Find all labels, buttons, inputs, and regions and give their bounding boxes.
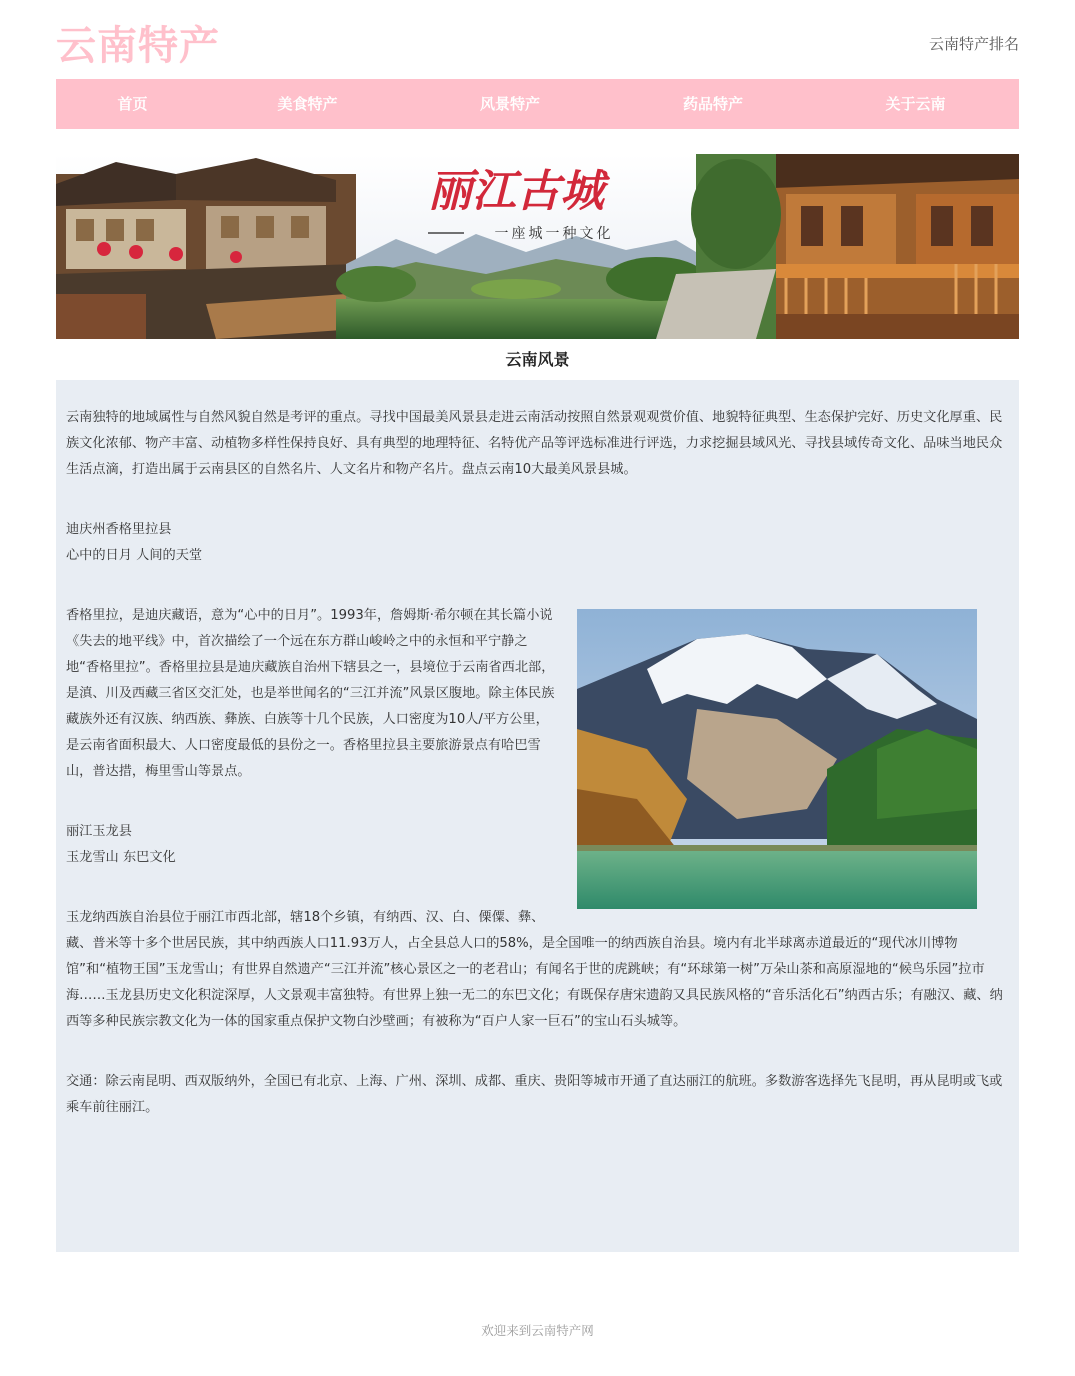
article-content: [56, 380, 1019, 1252]
banner-image: [56, 154, 1019, 339]
county1-description: 香格里拉，是迪庆藏语，意为“心中的日月”。1993年，詹姆斯·希尔顿在其长篇小说《失去的地平线》中，首次描绘了一个远在东方群山峻岭之中的永恒和平宁静之地“香格里拉”。香格里拉县是迪庆藏族自治州下辖县之一，县境位于云南省西北部，是滇、川及西藏三省区交汇处，也是举世闻名的“三江并流”风景区腹地。除主体民族藏族外还有汉族、纳西族、彝族、白族等十几个民族，人口密度为10人/平方公里，是云南省面积最大、人口密度最低的县份之一。香格里拉县主要旅游景点有哈巴雪山，普达措，梅里雪山等景点。: [66, 603, 1007, 785]
banner-subtitle: 一座城一种文化: [494, 226, 614, 242]
county2-slogan: 玉龙雪山 东巴文化: [66, 850, 176, 865]
county1-name: 迪庆州香格里拉县: [66, 522, 172, 537]
county2-name: 丽江玉龙县: [66, 824, 132, 839]
nav-item-scenery[interactable]: 风景特产: [479, 95, 540, 113]
nav-item-food[interactable]: 美食特产: [277, 95, 338, 113]
section-title: 云南风景: [505, 350, 570, 369]
ranking-link[interactable]: 云南特产排名: [928, 35, 1019, 53]
main-nav: [56, 79, 1019, 129]
nav-item-about[interactable]: 关于云南: [885, 95, 946, 113]
county1-slogan: 心中的日月 人间的天堂: [66, 548, 203, 563]
nav-item-medicine[interactable]: 药品特产: [682, 95, 743, 113]
snow-mountain-photo: [577, 609, 977, 909]
site-logo[interactable]: 云南特产: [56, 23, 220, 69]
nav-item-home[interactable]: 首页: [117, 95, 148, 113]
county2-description: 玉龙纳西族自治县位于丽江市西北部，辖18个乡镇，有纳西、汉、白、傈僳、彝、藏、普米等十多个世居民族，其中纳西族人口11.93万人，占全县总人口的58%，是全国唯一的纳西族自治县。境内有北半球离赤道最近的“现代冰川博物馆”和“植物王国”玉龙雪山；有世界自然遗产“三江并流”核心景区之一的老君山；有闻名于世的虎跳峡；有“环球第一树”万朵山茶和高原湿地的“候鸟乐园”拉市海……玉龙县历史文化积淀深厚，人文景观丰富独特。有世界上独一无二的东巴文化；有既保存唐宋遗韵又具民族风格的“音乐活化石”纳西古乐；有融汉、藏、纳西等多种民族宗教文化为一体的国家重点保护文物白沙壁画；有被称为“百户人家一巨石”的宝山石头城等。: [66, 910, 1003, 1029]
traffic-paragraph: 交通：除云南昆明、西双版纳外，全国已有北京、上海、广州、深圳、成都、重庆、贵阳等城市开通了直达丽江的航班。多数游客选择先飞昆明，再从昆明或飞或乘车前往丽江。: [66, 1074, 1003, 1115]
banner-title: 丽江古城: [428, 166, 604, 217]
intro-paragraph: 云南独特的地域属性与自然风貌自然是考评的重点。寻找中国最美风景县走进云南活动按照自然景观观赏价值、地貌特征典型、生态保护完好、历史文化厚重、民族文化浓郁、物产丰富、动植物多样性保持良好、具有典型的地理特征、名特优产品等评选标准进行评选，力求挖掘县域风光、寻找县域传奇文化、品味当地民众生活点滴，打造出属于云南县区的自然名片、人文名片和物产名片。盘点云南10大最美风景县城。: [66, 410, 1003, 477]
footer-text: 欢迎来到云南特产网: [481, 1323, 594, 1338]
